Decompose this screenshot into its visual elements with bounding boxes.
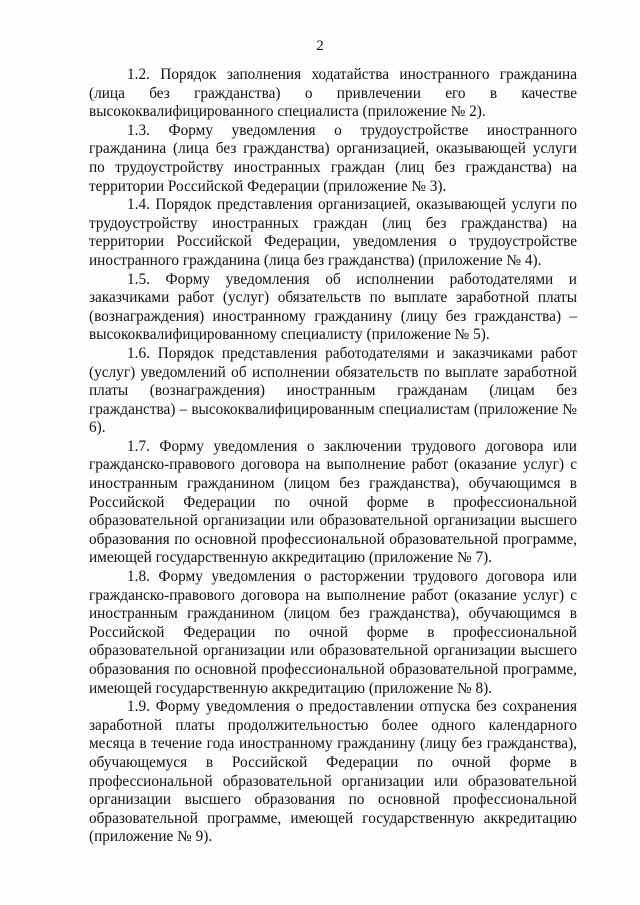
paragraph-1-7: 1.7. Форму уведомления о заключении трудового договора или гражданско-правового договора на выполнение работ (оказание услуг) с иностранным гражданином (лицом без гражданства), обучающимся в Российской Федерации по очной форме в профессиональной образовательной организации или образовательной организации высшего образования по основной профессиональной образовательной программе, имеющей государственную аккредитацию (приложение № 7). [89,437,577,567]
paragraph-1-3: 1.3. Форму уведомления о трудоустройстве иностранного гражданина (лица без гражданства) организацией, оказывающей услуги по трудоустройству иностранных граждан (лиц без гражданства) на территории Российской Федерации (приложение № 3). [89,121,577,195]
document-body [89,66,577,847]
paragraph-1-6: 1.6. Порядок представления работодателями и заказчиками работ (услуг) уведомлений об исполнении обязательств по выплате заработной платы (вознаграждения) иностранным гражданам (лицам без гражданства) – высококвалифицированным специалистам (приложение № 6). [89,344,577,437]
page-number: 2 [316,38,324,54]
paragraph-1-8: 1.8. Форму уведомления о расторжении трудового договора или гражданско-правового договора на выполнение работ (оказание услуг) с иностранным гражданином (лицом без гражданства), обучающимся в Российской Федерации по очной форме в профессиональной образовательной организации или образовательной организации высшего образования по основной профессиональной образовательной программе, имеющей государственную аккредитацию (приложение № 8). [89,568,577,697]
paragraph-1-4: 1.4. Порядок представления организацией, оказывающей услуги по трудоустройству иностранных граждан (лиц без гражданства) на территории Российской Федерации, уведомления о трудоустройстве иностранного гражданина (лица без гражданства) (приложение № 4). [89,196,577,269]
paragraph-1-5: 1.5. Форму уведомления об исполнении работодателями и заказчиками работ (услуг) обязательств по выплате заработной платы (вознаграждения) иностранному гражданину (лицу без гражданства) – высококвалифицированному специалисту (приложение № 5). [89,270,577,344]
paragraph-1-9: 1.9. Форму уведомления о предоставлении отпуска без сохранения заработной платы продолжительностью более одного календарного месяца в течение года иностранному гражданину (лицу без гражданства), обучающемуся в Российской Федерации по очной форме в профессиональной образовательной организации или образовательной организации высшего образования по основной профессиональной образовательной программе, имеющей государственную аккредитацию (приложение № 9). [89,698,577,846]
paragraph-1-2: 1.2. Порядок заполнения ходатайства иностранного гражданина (лица без гражданства) о привлечении его в качестве высококвалифицированного специалиста (приложение № 2). [89,66,577,121]
